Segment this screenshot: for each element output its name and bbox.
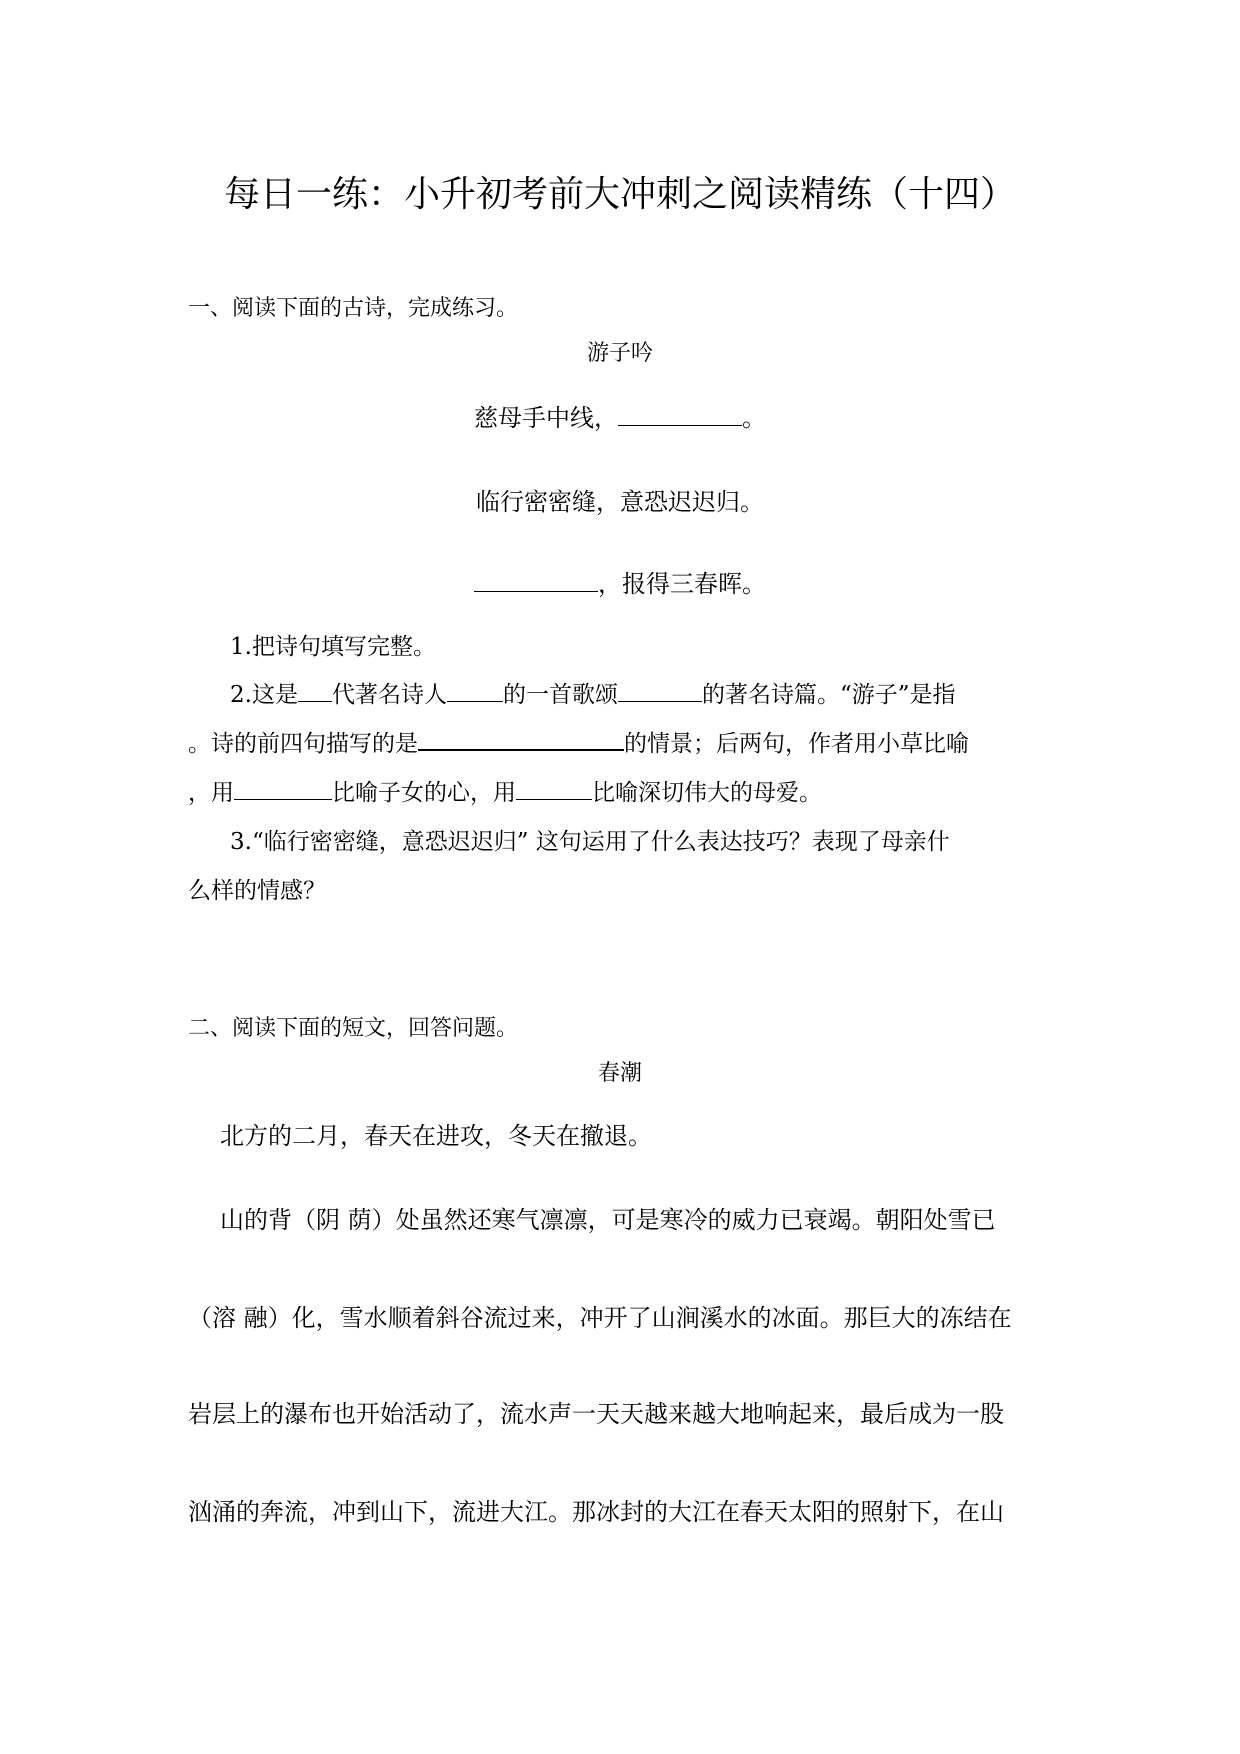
section2-heading: 二、阅读下面的短文，回答问题。 bbox=[188, 1016, 519, 1041]
fill-blank[interactable] bbox=[447, 700, 503, 702]
question-2-text: 的著名诗篇。“游子”是指 bbox=[701, 682, 956, 708]
passage-title: 春潮 bbox=[597, 1061, 642, 1086]
passage-paragraph-2-line-2: （溶 融）化，雪水顺着斜谷流过来，冲开了山涧溪水的冰面。那巨大的冻结在 bbox=[188, 1304, 1012, 1332]
fill-blank[interactable] bbox=[298, 700, 332, 702]
passage-paragraph-2-line-1: 山的背（阴 荫）处虽然还寒气凛凛，可是寒冷的威力已衰竭。朝阳处雪已 bbox=[220, 1206, 996, 1234]
question-2-line-2 bbox=[188, 727, 969, 761]
question-1: 1.把诗句填写完整。 bbox=[230, 634, 436, 660]
question-2-text: 。诗的前四句描写的是 bbox=[188, 731, 418, 757]
poem-line-1 bbox=[0, 400, 1240, 436]
fill-blank[interactable] bbox=[418, 748, 624, 751]
poem-title: 游子吟 bbox=[586, 341, 653, 366]
question-2-text: 2.这是 bbox=[230, 682, 298, 708]
question-2-line-1 bbox=[230, 678, 955, 712]
poem-line-3 bbox=[0, 566, 1240, 602]
question-3-line-1: 3.“临行密密缝，意恐迟迟归” 这句运用了什么表达技巧？表现了母亲什 bbox=[230, 829, 950, 855]
passage-paragraph-2-line-3: 岩层上的瀑布也开始活动了，流水声一天天越来越大地响起来，最后成为一股 bbox=[188, 1400, 1004, 1428]
fill-blank[interactable] bbox=[516, 798, 592, 800]
passage-paragraph-2-line-4: 汹涌的奔流，冲到山下，流进大江。那冰封的大江在春天太阳的照射下，在山 bbox=[188, 1498, 1004, 1526]
question-2-text: 的一首歌颂 bbox=[502, 682, 618, 708]
poem-line-2: 临行密密缝，意恐迟迟归。 bbox=[476, 488, 764, 516]
question-2-text: 代著名诗人 bbox=[331, 682, 447, 708]
passage-paragraph-1: 北方的二月，春天在进攻，冬天在撤退。 bbox=[220, 1122, 652, 1150]
question-2-line-3 bbox=[188, 776, 822, 810]
page-title: 每日一练：小升初考前大冲刺之阅读精练（十四） bbox=[223, 174, 1016, 215]
poem-line-1-end: 。 bbox=[742, 404, 766, 432]
poem-line-1-text: 慈母手中线， bbox=[474, 404, 618, 432]
fill-blank[interactable] bbox=[234, 798, 332, 800]
fill-blank[interactable] bbox=[618, 700, 702, 702]
question-2-text: ，用 bbox=[188, 780, 234, 806]
poem-line-3-text: ，报得三春晖。 bbox=[598, 570, 766, 598]
section1-heading: 一、阅读下面的古诗，完成练习。 bbox=[188, 296, 519, 321]
fill-blank[interactable] bbox=[474, 590, 598, 592]
question-2-text: 的情景；后两句，作者用小草比喻 bbox=[624, 731, 969, 757]
question-2-text: 比喻子女的心，用 bbox=[332, 780, 516, 806]
question-3-line-2: 么样的情感？ bbox=[188, 878, 326, 904]
question-2-text: 比喻深切伟大的母爱。 bbox=[592, 780, 822, 806]
fill-blank[interactable] bbox=[618, 424, 742, 426]
